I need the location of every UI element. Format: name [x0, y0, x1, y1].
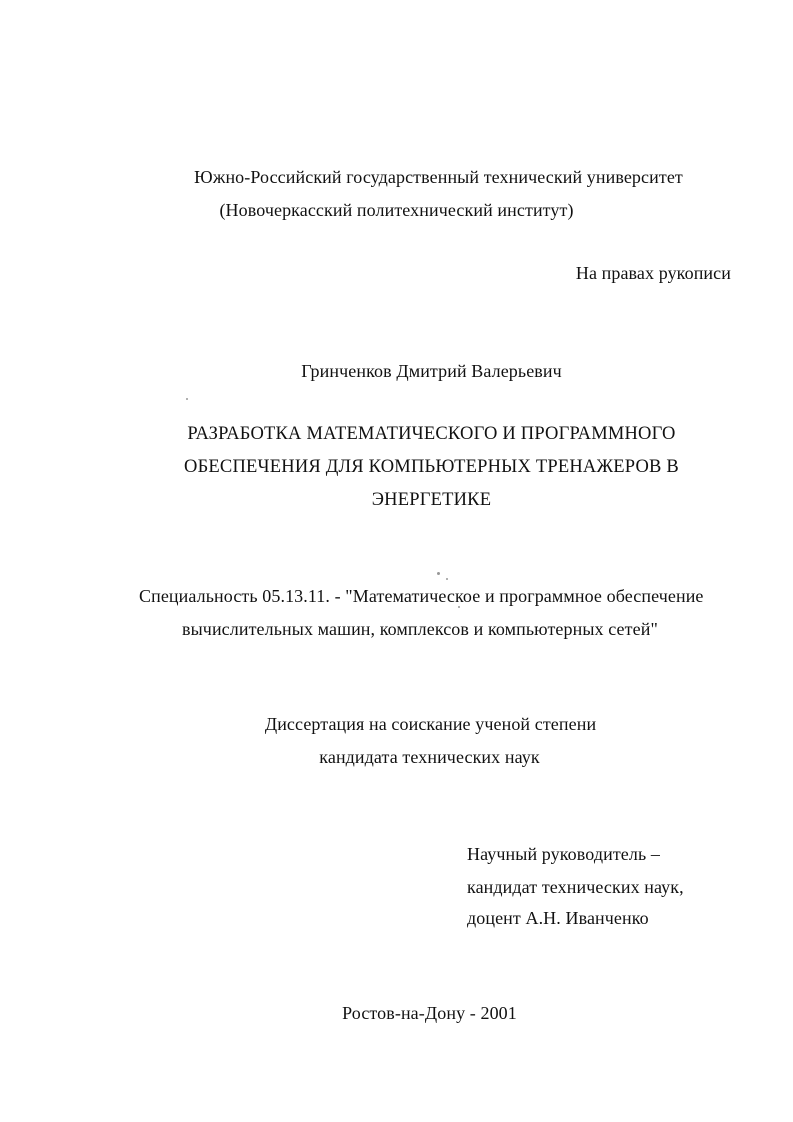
dissertation-title-line-1: РАЗРАБОТКА МАТЕМАТИЧЕСКОГО И ПРОГРАММНОГО — [187, 424, 676, 444]
specialty-line-2: вычислительных машин, комплексов и компьютерных сетей" — [182, 619, 658, 639]
author-name: Гринченков Дмитрий Валерьевич — [301, 361, 562, 381]
supervisor-line-1: Научный руководитель – — [467, 844, 660, 864]
scan-speck — [186, 398, 188, 400]
university-name: Южно-Российский государственный технический университет — [194, 167, 683, 187]
degree-line-2: кандидата технических наук — [319, 747, 540, 767]
dissertation-title-line-2: ОБЕСПЕЧЕНИЯ ДЛЯ КОМПЬЮТЕРНЫХ ТРЕНАЖЕРОВ В — [184, 457, 679, 477]
specialty-line-1: Специальность 05.13.11. - "Математическое и программное обеспечение — [139, 586, 704, 606]
institute-name: (Новочеркасский политехнический институт) — [219, 200, 574, 220]
dissertation-title-line-3: ЭНЕРГЕТИКЕ — [371, 490, 492, 510]
manuscript-note: На правах рукописи — [575, 263, 731, 283]
degree-line-1: Диссертация на соискание ученой степени — [264, 714, 597, 734]
scan-speck — [458, 606, 460, 608]
place-and-year: Ростов-на-Дону - 2001 — [342, 1003, 517, 1023]
scan-speck — [437, 572, 440, 575]
supervisor-line-2: кандидат технических наук, — [467, 877, 684, 897]
supervisor-line-3: доцент А.Н. Иванченко — [467, 908, 649, 928]
scan-speck — [446, 578, 448, 580]
